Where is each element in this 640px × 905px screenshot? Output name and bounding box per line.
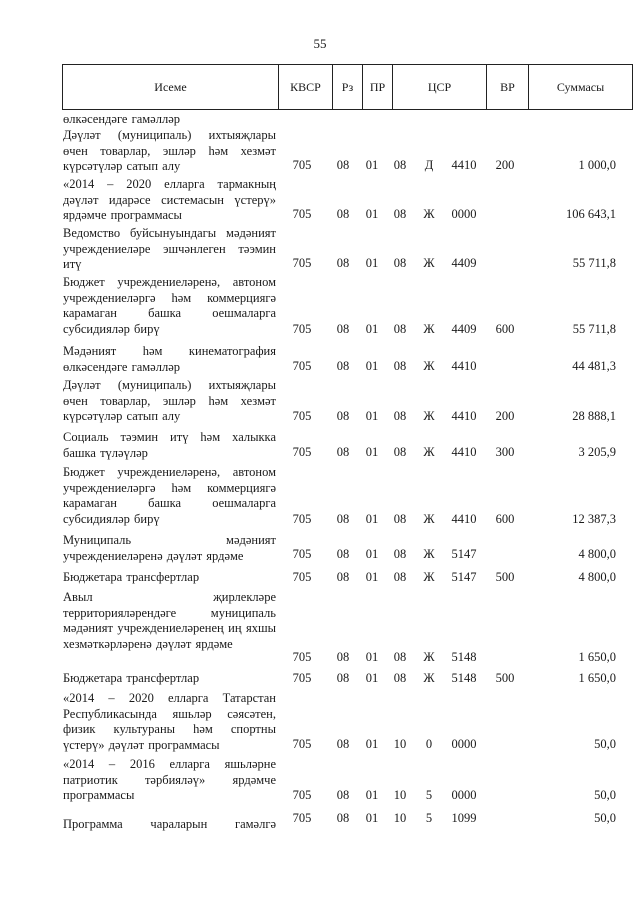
row-csr-subprogram: Ж [423, 207, 435, 221]
row-pr: 01 [365, 409, 379, 423]
row-name: «2014 – 2020 елларга тармакның дәүләт идарәсе системасын үстерү» ярдәмче программасы [63, 177, 276, 222]
row-rz: 08 [336, 445, 350, 459]
row-pr: 01 [365, 547, 379, 561]
row-csr-code: 4409 [451, 256, 477, 270]
row-vr: 600 [495, 512, 515, 526]
table-header [62, 64, 633, 110]
row-name: Бюджет учреждениеләренә, автоном учреждениеләргә һәм коммерциягә карамаган башка оешмаларга субсидияләр бирү [63, 465, 276, 526]
header-vr: ВР [487, 65, 529, 109]
row-csr-subprogram: Ж [423, 650, 435, 664]
row-csr-subprogram: Ж [423, 256, 435, 270]
header-rz: Рз [333, 65, 363, 109]
row-csr-subprogram: Ж [423, 547, 435, 561]
row-pr: 01 [365, 158, 379, 172]
header-sum: Суммасы [556, 79, 605, 94]
row-csr-program: 10 [393, 811, 407, 825]
row-kvsr: 705 [292, 512, 312, 526]
row-sum: 55 711,8 [572, 256, 616, 270]
row-rz: 08 [336, 158, 350, 172]
header-name: Исеме [63, 65, 279, 109]
row-sum: 3 205,9 [578, 445, 616, 459]
row-name: Авыл җирлекләре территорияләрендәге муниципаль мәдәният учреждениеләренең иң яхшы хезмәткәрләренә дәүләт ярдәме [63, 590, 276, 651]
row-rz: 08 [336, 788, 350, 802]
row-vr: 200 [495, 158, 515, 172]
row-name: Мәдәният һәм кинематография өлкәсендәге гамәлләр [63, 344, 276, 374]
row-csr-subprogram: 0 [425, 737, 433, 751]
row-vr: 500 [495, 671, 515, 685]
page-number: 55 [313, 36, 327, 51]
row-pr: 01 [365, 570, 379, 584]
row-rz: 08 [336, 737, 350, 751]
row-csr-subprogram: Ж [423, 445, 435, 459]
row-name: Бюджетара трансфертлар [63, 570, 200, 584]
row-csr-program: 10 [393, 788, 407, 802]
header-csr: ЦСР [393, 65, 487, 109]
row-csr-program: 08 [393, 409, 407, 423]
row-csr-subprogram: Ж [423, 409, 435, 423]
row-csr-code: 5148 [451, 650, 477, 664]
row-csr-subprogram: Ж [423, 512, 435, 526]
row-csr-program: 08 [393, 256, 407, 270]
row-sum: 1 000,0 [578, 158, 616, 172]
row-csr-code: 5147 [451, 547, 477, 561]
row-csr-subprogram: Ж [423, 359, 435, 373]
row-pr: 01 [365, 207, 379, 221]
row-pr: 01 [365, 650, 379, 664]
row-pr: 01 [365, 737, 379, 751]
row-rz: 08 [336, 811, 350, 825]
row-rz: 08 [336, 409, 350, 423]
row-csr-program: 08 [393, 650, 407, 664]
row-csr-subprogram: Ж [423, 322, 435, 336]
row-kvsr: 705 [292, 788, 312, 802]
row-csr-subprogram: 5 [425, 788, 433, 802]
row-csr-code: 4410 [451, 158, 477, 172]
row-sum: 50,0 [594, 737, 616, 751]
row-name: Программа чараларын гамәлгә [63, 817, 276, 831]
row-name: Социаль тәэмин итү һәм халыкка башка түләүләр [63, 430, 276, 460]
row-rz: 08 [336, 322, 350, 336]
row-vr: 600 [495, 322, 515, 336]
row-csr-code: 4410 [451, 445, 477, 459]
row-rz: 08 [336, 570, 350, 584]
row-csr-code: 1099 [451, 811, 477, 825]
row-vr: 300 [495, 445, 515, 459]
row-name: Муниципаль мәдәният учреждениеләренә дәүләт ярдәме [63, 533, 276, 563]
row-pr: 01 [365, 671, 379, 685]
row-name: Дәүләт (муниципаль) ихтыяҗлары өчен товарлар, эшләр һәм хезмәт күрсәтүләр сатып алу [63, 378, 276, 423]
row-csr-subprogram: Ж [423, 570, 435, 584]
row-kvsr: 705 [292, 322, 312, 336]
row-rz: 08 [336, 650, 350, 664]
row-pr: 01 [365, 359, 379, 373]
row-kvsr: 705 [292, 445, 312, 459]
row-kvsr: 705 [292, 409, 312, 423]
header-kvsr: КВСР [279, 65, 333, 109]
row-csr-program: 08 [393, 547, 407, 561]
row-sum: 55 711,8 [572, 322, 616, 336]
row-csr-program: 08 [393, 512, 407, 526]
row-kvsr: 705 [292, 650, 312, 664]
row-pr: 01 [365, 445, 379, 459]
row-pr: 01 [365, 788, 379, 802]
row-kvsr: 705 [292, 359, 312, 373]
row-csr-subprogram: Д [424, 158, 434, 172]
row-csr-program: 08 [393, 322, 407, 336]
row-sum: 1 650,0 [578, 650, 616, 664]
row-sum: 106 643,1 [566, 207, 616, 221]
row-csr-code: 5148 [451, 671, 477, 685]
row-csr-code: 0000 [451, 788, 477, 802]
row-csr-code: 4409 [451, 322, 477, 336]
row-vr: 500 [495, 570, 515, 584]
row-csr-code: 0000 [451, 207, 477, 221]
row-sum: 28 888,1 [572, 409, 616, 423]
row-csr-program: 08 [393, 158, 407, 172]
row-sum: 44 481,3 [572, 359, 616, 373]
row-rz: 08 [336, 256, 350, 270]
row-rz: 08 [336, 547, 350, 561]
row-pr: 01 [365, 512, 379, 526]
row-sum: 4 800,0 [578, 570, 616, 584]
row-name: «2014 – 2020 елларга Татарстан Республикасында яшьләр сәясәтен, физик культураны һәм спортны үстерү» дәүләт программасы [63, 691, 276, 752]
row-rz: 08 [336, 359, 350, 373]
row-name: «2014 – 2016 елларга яшьләрне патриотик тәрбияләү» ярдәмче программасы [63, 757, 276, 802]
row-sum: 1 650,0 [578, 671, 616, 685]
row-csr-program: 08 [393, 359, 407, 373]
row-pr: 01 [365, 256, 379, 270]
row-rz: 08 [336, 512, 350, 526]
row-name: Бюджетара трансфертлар [63, 671, 200, 685]
row-csr-code: 4410 [451, 359, 477, 373]
row-rz: 08 [336, 207, 350, 221]
header-pr: ПР [363, 65, 393, 109]
row-kvsr: 705 [292, 547, 312, 561]
row-csr-program: 08 [393, 671, 407, 685]
row-name: Ведомство буйсынуындагы мәдәният учреждениеләре эшчәнлеген тәэмин итү [63, 226, 276, 271]
row-sum: 12 387,3 [572, 512, 616, 526]
row-pr: 01 [365, 322, 379, 336]
row-kvsr: 705 [292, 671, 312, 685]
row-name: өлкәсендәге гамәлләр [63, 112, 180, 126]
row-kvsr: 705 [292, 207, 312, 221]
row-kvsr: 705 [292, 570, 312, 584]
row-csr-subprogram: Ж [423, 671, 435, 685]
row-rz: 08 [336, 671, 350, 685]
row-csr-code: 5147 [451, 570, 477, 584]
row-csr-program: 08 [393, 445, 407, 459]
row-csr-program: 10 [393, 737, 407, 751]
row-sum: 4 800,0 [578, 547, 616, 561]
row-sum: 50,0 [594, 788, 616, 802]
row-csr-program: 08 [393, 207, 407, 221]
row-pr: 01 [365, 811, 379, 825]
row-csr-code: 0000 [451, 737, 477, 751]
row-kvsr: 705 [292, 256, 312, 270]
row-csr-code: 4410 [451, 512, 477, 526]
row-csr-subprogram: 5 [425, 811, 433, 825]
row-name: Бюджет учреждениеләренә, автоном учреждениеләргә һәм коммерциягә карамаган башка оешмаларга субсидияләр бирү [63, 275, 276, 336]
row-vr: 200 [495, 409, 515, 423]
row-kvsr: 705 [292, 737, 312, 751]
row-sum: 50,0 [594, 811, 616, 825]
row-name: Дәүләт (муниципаль) ихтыяҗлары өчен товарлар, эшләр һәм хезмәт күрсәтүләр сатып алу [63, 128, 276, 173]
row-kvsr: 705 [292, 158, 312, 172]
row-kvsr: 705 [292, 811, 312, 825]
row-csr-program: 08 [393, 570, 407, 584]
row-csr-code: 4410 [451, 409, 477, 423]
